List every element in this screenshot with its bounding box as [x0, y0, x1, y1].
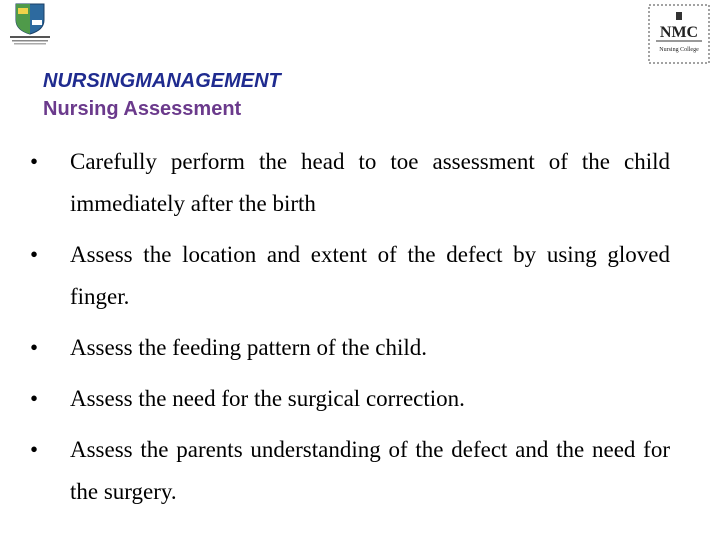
- list-item-text: Assess the parents understanding of the defect and the need for the surgery.: [70, 437, 670, 504]
- list-item: [30, 327, 670, 369]
- shield-crest-icon: [6, 2, 54, 46]
- right-logo: [648, 4, 710, 64]
- list-item: [30, 429, 670, 513]
- list-item-text: Assess the need for the surgical correction.: [70, 386, 465, 411]
- bullet-icon: •: [30, 437, 39, 462]
- list-item: [30, 234, 670, 318]
- list-item: [30, 378, 670, 420]
- list-item-text: Assess the location and extent of the defect by using gloved finger.: [70, 242, 670, 309]
- left-logo: [6, 2, 54, 46]
- list-item-text: Assess the feeding pattern of the child.: [70, 335, 428, 360]
- heading-block: [43, 67, 281, 123]
- page-subtitle: Nursing Assessment: [43, 98, 242, 120]
- list-item-text: Carefully perform the head to toe assessment of the child immediately after the birth: [70, 149, 670, 216]
- bullet-icon: •: [30, 149, 39, 174]
- nmc-college-seal-icon: [648, 4, 710, 64]
- assessment-bullet-list: [30, 141, 670, 522]
- page-title: NURSINGMANAGEMENT: [43, 70, 281, 92]
- list-item: [30, 141, 670, 225]
- bullet-icon: •: [30, 242, 39, 267]
- bullet-icon: •: [30, 335, 39, 360]
- seal-text: NMC: [659, 24, 699, 41]
- seal-caption: Nursing College: [659, 47, 699, 53]
- bullet-icon: •: [30, 386, 39, 411]
